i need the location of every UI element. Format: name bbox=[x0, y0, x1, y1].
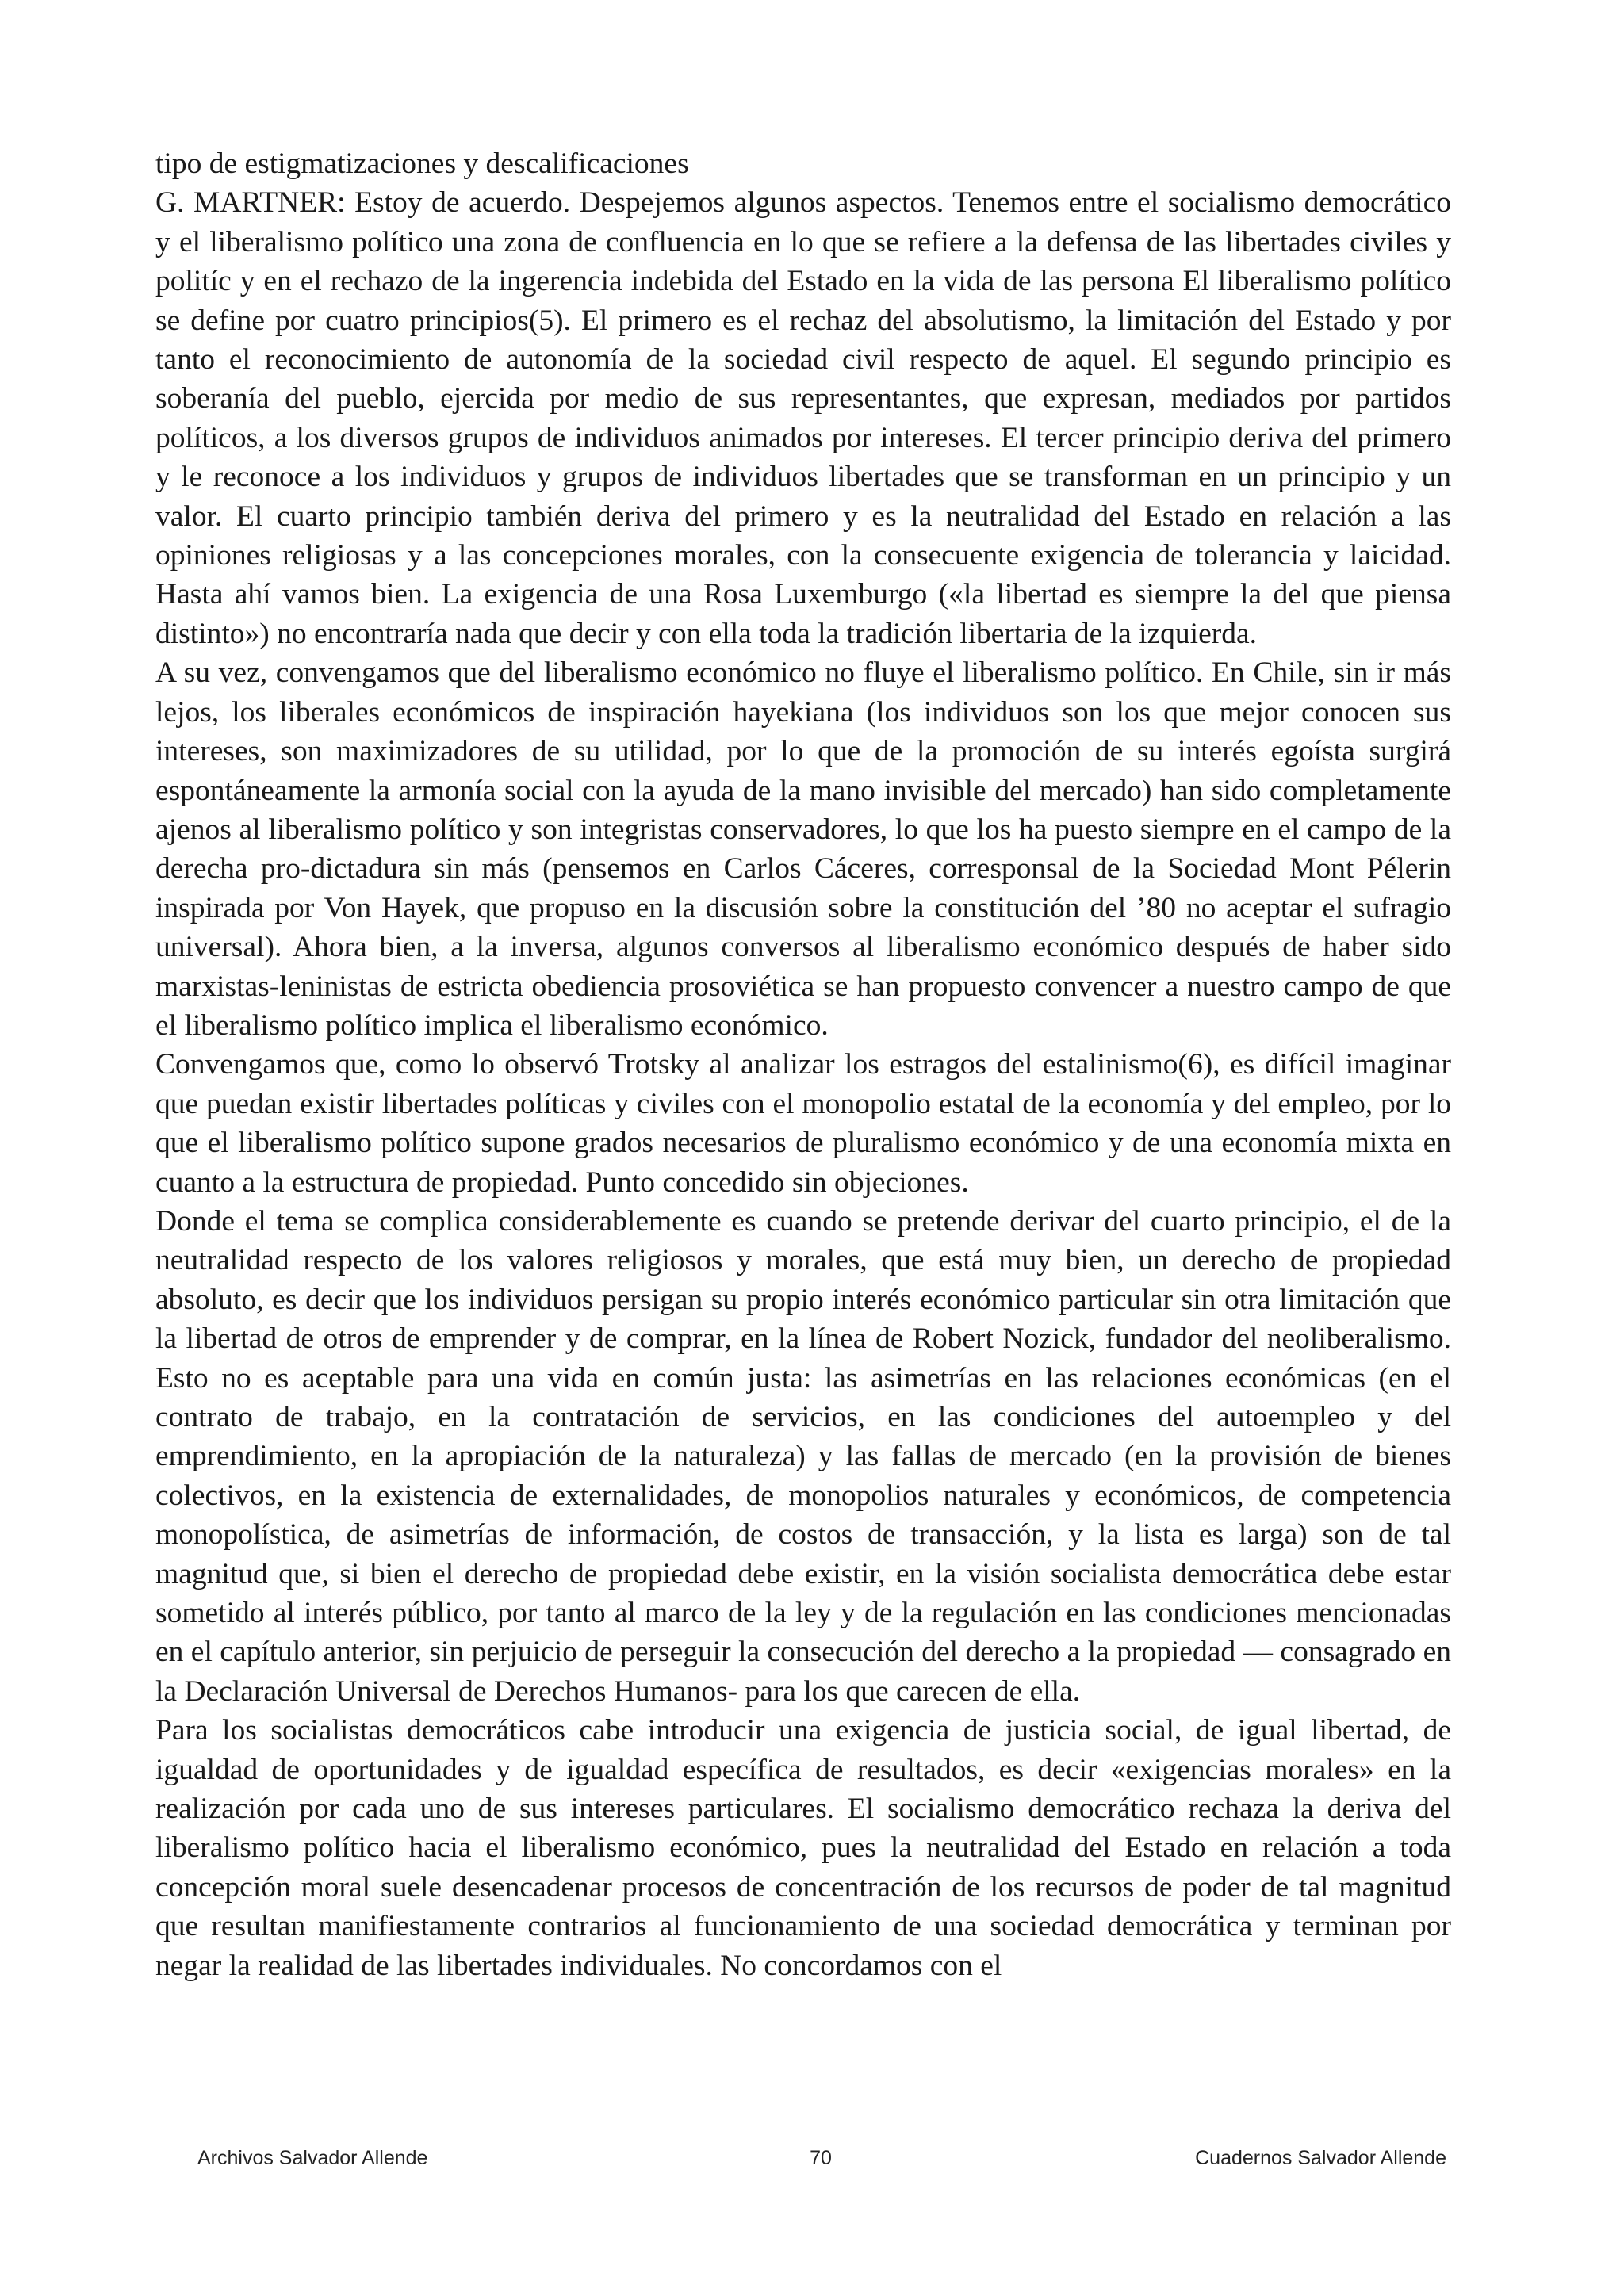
paragraph-1: tipo de estigmatizaciones y descalificaciones bbox=[155, 147, 689, 180]
paragraph-5: Donde el tema se complica considerablemente es cuando se pretende derivar del cuarto principio, el de la neutralidad respecto de los valores religiosos y morales, que está muy bien, un derecho de propiedad absoluto, es decir que los individuos persigan su propio interés económico particular sin otra limitación que la libertad de otros de emprender y de comprar, en la línea de Robert Nozick, fundador del neoliberalismo. Esto no es aceptable para una vida en común justa: las asimetrías en las relaciones económicas (en el contrato de trabajo, en la contratación de servicios, en las condiciones del autoempleo y del emprendimiento, en la apropiación de la naturaleza) y las fallas de mercado (en la provisión de bienes colectivos, en la existencia de externalidades, de monopolios naturales y económicos, de competencia monopolística, de asimetrías de información, de costos de transacción, y la lista es larga) son de tal magnitud que, si bien el derecho de propiedad debe existir, en la visión socialista democrática debe estar sometido al interés público, por tanto al marco de la ley y de la regulación en las condiciones mencionadas en el capítulo anterior, sin perjuicio de perseguir la consecución del derecho a la propiedad — consagrado en la Declaración Universal de Derechos Humanos- para los que carecen de ella. bbox=[155, 1204, 1451, 1708]
footer-left-title: Archivos Salvador Allende bbox=[197, 2147, 428, 2169]
page-number: 70 bbox=[810, 2147, 832, 2169]
paragraph-2: G. MARTNER: Estoy de acuerdo. Despejemos algunos aspectos. Tenemos entre el socialismo democrático y el liberalismo político una zona de confluencia en lo que se refiere a la defensa de las libertades civiles y politíc y en el rechazo de la ingerencia indebida del Estado en la vida de las persona El liberalismo político se define por cuatro principios(5). El primero es el rechaz del absolutismo, la limitación del Estado y por tanto el reconocimiento de autonomía de la sociedad civil respecto de aquel. El segundo principio es soberanía del pueblo, ejercida por medio de sus representantes, que expresan, mediados por partidos políticos, a los diversos grupos de individuos animados por intereses. El tercer principio deriva del primero y le reconoce a los individuos y grupos de individuos libertades que se transforman en un principio y un valor. El cuarto principio también deriva del primero y es la neutralidad del Estado en relación a las opiniones religiosas y a las concepciones morales, con la consecuente exigencia de tolerancia y laicidad. Hasta ahí vamos bien. La exigencia de una Rosa Luxemburgo («la libertad es siempre la del que piensa distinto») no encontraría nada que decir y con ella toda la tradición libertaria de la izquierda. bbox=[155, 186, 1451, 650]
paragraph-6: Para los socialistas democráticos cabe introducir una exigencia de justicia social, de igual libertad, de igualdad de oportunidades y de igualdad específica de resultados, es decir «exigencias morales» en la realización por cada uno de sus intereses particulares. El socialismo democrático rechaza la deriva del liberalismo político hacia el liberalismo económico, pues la neutralidad del Estado en relación a toda concepción moral suele desencadenar procesos de concentración de los recursos de poder de tal magnitud que resultan manifiestamente contrarios al funcionamiento de una sociedad democrática y terminan por negar la realidad de las libertades individuales. No concordamos con el bbox=[155, 1714, 1451, 1982]
body-text bbox=[155, 144, 1451, 1985]
paragraph-3: A su vez, convengamos que del liberalismo económico no fluye el liberalismo político. En Chile, sin ir más lejos, los liberales económicos de inspiración hayekiana (los individuos son los que mejor conocen sus intereses, son maximizadores de su utilidad, por lo que de la promoción de su interés egoísta surgirá espontáneamente la armonía social con la ayuda de la mano invisible del mercado) han sido completamente ajenos al liberalismo político y son integristas conservadores, lo que los ha puesto siempre en el campo de la derecha pro-dictadura sin más (pensemos en Carlos Cáceres, corresponsal de la Sociedad Mont Pélerin inspirada por Von Hayek, que propuso en la discusión sobre la constitución del ’80 no aceptar el sufragio universal). Ahora bien, a la inversa, algunos conversos al liberalismo económico después de haber sido marxistas-leninistas de estricta obediencia prosoviética se han propuesto convencer a nuestro campo de que el liberalismo político implica el liberalismo económico. bbox=[155, 656, 1451, 1042]
footer-right-title: Cuadernos Salvador Allende bbox=[1195, 2147, 1446, 2169]
paragraph-4: Convengamos que, como lo observó Trotsky al analizar los estragos del estalinismo(6), es difícil imaginar que puedan existir libertades políticas y civiles con el monopolio estatal de la economía y del empleo, por lo que el liberalismo político supone grados necesarios de pluralismo económico y de una economía mixta en cuanto a la estructura de propiedad. Punto concedido sin objeciones. bbox=[155, 1048, 1451, 1199]
